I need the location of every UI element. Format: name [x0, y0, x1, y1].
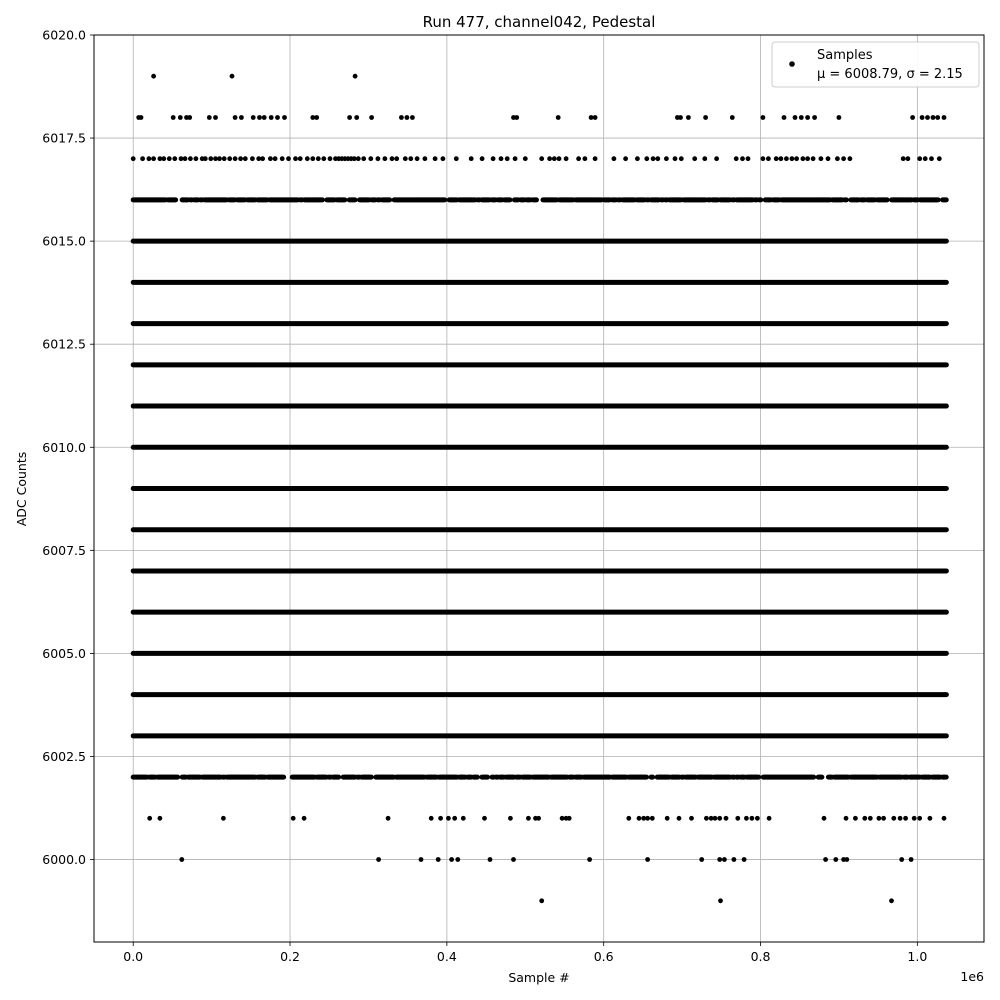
- sample-point: [766, 156, 771, 161]
- y-tick-label: 6000.0: [42, 852, 86, 868]
- sample-point: [394, 156, 399, 161]
- y-tick-label: 6012.5: [42, 336, 86, 352]
- sample-point: [452, 816, 457, 821]
- sample-point: [903, 816, 908, 821]
- sample-point: [239, 115, 244, 120]
- sample-point: [692, 156, 697, 161]
- sample-point: [794, 156, 799, 161]
- sample-point: [354, 115, 359, 120]
- sample-point: [151, 156, 156, 161]
- sample-point: [260, 156, 265, 161]
- y-tick-label: 6002.5: [42, 748, 86, 764]
- sample-point: [891, 816, 896, 821]
- sample-point: [677, 816, 682, 821]
- sample-point: [928, 816, 933, 821]
- sample-point: [898, 816, 903, 821]
- sample-point: [714, 156, 719, 161]
- sample-point: [187, 115, 192, 120]
- sample-point: [755, 816, 760, 821]
- sample-point: [268, 156, 273, 161]
- sample-point: [361, 156, 366, 161]
- sample-point: [823, 857, 828, 862]
- sample-point: [612, 156, 617, 161]
- sample-point: [376, 156, 381, 161]
- sample-point: [557, 156, 562, 161]
- x-offset-text: 1e6: [960, 969, 984, 984]
- sample-point: [901, 156, 906, 161]
- sample-point: [188, 156, 193, 161]
- sample-point: [576, 156, 581, 161]
- sample-point: [262, 115, 267, 120]
- sample-point: [811, 156, 816, 161]
- sample-point: [221, 816, 226, 821]
- sample-point: [455, 857, 460, 862]
- sample-point: [222, 156, 227, 161]
- sample-point: [587, 857, 592, 862]
- sample-point: [183, 156, 188, 161]
- sample-point: [539, 156, 544, 161]
- sample-point: [310, 156, 315, 161]
- sample-point: [491, 156, 496, 161]
- x-axis-label: Sample #: [508, 970, 570, 985]
- sample-point: [369, 115, 374, 120]
- y-tick-label: 6015.0: [42, 233, 86, 249]
- sample-point: [862, 816, 867, 821]
- sample-point: [730, 115, 735, 120]
- sample-point: [419, 857, 424, 862]
- sample-point: [724, 816, 729, 821]
- sample-point: [735, 816, 740, 821]
- sample-point: [505, 156, 510, 161]
- sample-point: [702, 156, 707, 161]
- sample-point: [889, 898, 894, 903]
- sample-point: [942, 115, 947, 120]
- legend: [772, 42, 979, 87]
- y-tick-label: 6007.5: [42, 542, 86, 558]
- x-tick-label: 0.0: [123, 949, 144, 964]
- sample-point: [937, 156, 942, 161]
- sample-point: [390, 156, 395, 161]
- sample-point: [207, 115, 212, 120]
- sample-point: [321, 156, 326, 161]
- sample-point: [161, 156, 166, 161]
- sample-point: [912, 816, 917, 821]
- sample-point: [446, 816, 451, 821]
- sample-point: [302, 816, 307, 821]
- sample-point: [833, 857, 838, 862]
- sample-point: [151, 74, 156, 79]
- sample-point: [935, 115, 940, 120]
- sample-point: [347, 115, 352, 120]
- sample-point: [415, 156, 420, 161]
- sample-point: [593, 115, 598, 120]
- sample-point: [704, 816, 709, 821]
- sample-point: [469, 156, 474, 161]
- sample-point: [328, 156, 333, 161]
- sample-point: [454, 156, 459, 161]
- sample-point: [233, 115, 238, 120]
- sample-point: [511, 857, 516, 862]
- sample-point: [275, 115, 280, 120]
- sample-point: [931, 115, 936, 120]
- sample-point: [910, 115, 915, 120]
- legend-series-name: Samples: [817, 48, 873, 63]
- sample-point: [147, 816, 152, 821]
- sample-point: [547, 156, 552, 161]
- sample-point: [678, 115, 683, 120]
- sample-point: [650, 816, 655, 821]
- sample-point: [812, 115, 817, 120]
- sample-point: [917, 816, 922, 821]
- sample-point: [523, 156, 528, 161]
- sample-point: [251, 115, 256, 120]
- sample-point: [645, 857, 650, 862]
- sample-point: [774, 156, 779, 161]
- sample-point: [909, 857, 914, 862]
- legend-marker: [789, 61, 795, 67]
- sample-point: [734, 156, 739, 161]
- sample-point: [461, 816, 466, 821]
- sample-point: [844, 857, 849, 862]
- sample-point: [645, 816, 650, 821]
- sample-point: [526, 816, 531, 821]
- sample-point: [376, 857, 381, 862]
- sample-point: [536, 816, 541, 821]
- sample-point: [227, 156, 232, 161]
- sample-point: [567, 816, 572, 821]
- sample-point: [139, 115, 144, 120]
- sample-point: [844, 816, 849, 821]
- sample-point: [178, 115, 183, 120]
- sample-point: [793, 115, 798, 120]
- sample-point: [744, 816, 749, 821]
- sample-point: [179, 857, 184, 862]
- sample-point: [717, 816, 722, 821]
- sample-point: [291, 816, 296, 821]
- sample-point: [689, 816, 694, 821]
- sample-point: [441, 156, 446, 161]
- sample-point: [556, 115, 561, 120]
- sample-point: [449, 857, 454, 862]
- sample-point: [286, 156, 291, 161]
- sample-point: [790, 156, 795, 161]
- sample-point: [423, 156, 428, 161]
- sample-point: [717, 857, 722, 862]
- x-tick-label: 1.0: [907, 949, 928, 964]
- sample-point: [238, 156, 243, 161]
- sample-point: [257, 115, 262, 120]
- sample-point: [280, 156, 285, 161]
- sample-point: [655, 156, 660, 161]
- sample-point: [651, 156, 656, 161]
- sample-point: [213, 115, 218, 120]
- sample-point: [403, 156, 408, 161]
- sample-point: [147, 156, 152, 161]
- sample-point: [583, 156, 588, 161]
- sample-point: [746, 156, 751, 161]
- sample-point: [499, 156, 504, 161]
- sample-point: [273, 156, 278, 161]
- sample-point: [784, 156, 789, 161]
- x-tick-label: 0.6: [593, 949, 614, 964]
- sample-point: [172, 156, 177, 161]
- sample-point: [742, 857, 747, 862]
- sample-point: [408, 156, 413, 161]
- sample-point: [848, 156, 853, 161]
- sample-point: [826, 156, 831, 161]
- sample-point: [920, 115, 925, 120]
- sample-point: [779, 156, 784, 161]
- y-tick-label: 6005.0: [42, 645, 86, 661]
- sample-point: [305, 156, 310, 161]
- sample-point: [703, 115, 708, 120]
- sample-point: [353, 74, 358, 79]
- sample-point: [761, 156, 766, 161]
- sample-point: [368, 156, 373, 161]
- sample-point: [429, 816, 434, 821]
- sample-point: [623, 156, 628, 161]
- sample-point: [438, 816, 443, 821]
- sample-point: [167, 156, 172, 161]
- x-tick-label: 0.4: [436, 949, 457, 964]
- sample-point: [805, 156, 810, 161]
- sample-point: [564, 156, 569, 161]
- sample-point: [665, 816, 670, 821]
- sample-point: [513, 156, 518, 161]
- sample-point: [356, 156, 361, 161]
- x-tick-label: 0.8: [750, 949, 771, 964]
- sample-point: [131, 156, 136, 161]
- sample-point: [635, 156, 640, 161]
- sample-point: [399, 115, 404, 120]
- legend-series-stats: μ = 6008.79, σ = 2.15: [817, 67, 963, 82]
- sample-point: [282, 115, 287, 120]
- sample-point: [917, 156, 922, 161]
- sample-point: [699, 857, 704, 862]
- sample-point: [740, 156, 745, 161]
- sample-point: [171, 115, 176, 120]
- sample-point: [713, 816, 718, 821]
- sample-point: [801, 156, 806, 161]
- sample-point: [203, 156, 208, 161]
- sample-point: [877, 816, 882, 821]
- sample-point: [835, 156, 840, 161]
- sample-point: [906, 156, 911, 161]
- sample-point: [410, 115, 415, 120]
- sample-point: [405, 115, 410, 120]
- sample-point: [732, 857, 737, 862]
- sample-point: [158, 816, 163, 821]
- y-tick-label: 6017.5: [42, 130, 86, 146]
- sample-point: [822, 816, 827, 821]
- sample-point: [686, 115, 691, 120]
- sample-point: [488, 857, 493, 862]
- sample-point: [819, 156, 824, 161]
- sample-point: [314, 115, 319, 120]
- sample-point: [782, 115, 787, 120]
- sample-point: [250, 156, 255, 161]
- sample-point: [673, 156, 678, 161]
- sample-point: [194, 156, 199, 161]
- sample-point: [881, 816, 886, 821]
- sample-point: [750, 816, 755, 821]
- y-tick-label: 6020.0: [42, 27, 86, 43]
- sample-point: [514, 115, 519, 120]
- sample-point: [140, 156, 145, 161]
- sample-point: [233, 156, 238, 161]
- sample-point: [925, 115, 930, 120]
- sample-point: [868, 816, 873, 821]
- sample-point: [230, 74, 235, 79]
- sample-point: [626, 816, 631, 821]
- sample-point: [552, 156, 557, 161]
- sample-point: [664, 156, 669, 161]
- sample-point: [386, 816, 391, 821]
- sample-point: [923, 156, 928, 161]
- y-tick-label: 6010.0: [42, 439, 86, 455]
- sample-point: [805, 115, 810, 120]
- sample-point: [853, 816, 858, 821]
- sample-point: [539, 898, 544, 903]
- sample-point: [637, 816, 642, 821]
- sample-point: [679, 156, 684, 161]
- sample-point: [761, 115, 766, 120]
- sample-point: [644, 156, 649, 161]
- sample-point: [482, 816, 487, 821]
- sample-point: [243, 156, 248, 161]
- sample-point: [208, 156, 213, 161]
- sample-point: [929, 156, 934, 161]
- sample-point: [217, 156, 222, 161]
- y-axis-label: ADC Counts: [14, 451, 29, 527]
- sample-point: [433, 156, 438, 161]
- sample-point: [508, 816, 513, 821]
- sample-point: [316, 156, 321, 161]
- sample-point: [269, 115, 274, 120]
- sample-point: [837, 115, 842, 120]
- sample-point: [436, 857, 441, 862]
- sample-point: [718, 898, 723, 903]
- sample-point: [942, 816, 947, 821]
- sample-point: [841, 156, 846, 161]
- sample-point: [767, 816, 772, 821]
- sample-point: [899, 857, 904, 862]
- chart-title: Run 477, channel042, Pedestal: [422, 13, 656, 31]
- sample-point: [293, 156, 298, 161]
- sample-point: [298, 156, 303, 161]
- sample-point: [593, 156, 598, 161]
- sample-point: [480, 156, 485, 161]
- sample-point: [799, 115, 804, 120]
- x-tick-label: 0.2: [280, 949, 300, 964]
- sample-point: [722, 857, 727, 862]
- sample-point: [383, 156, 388, 161]
